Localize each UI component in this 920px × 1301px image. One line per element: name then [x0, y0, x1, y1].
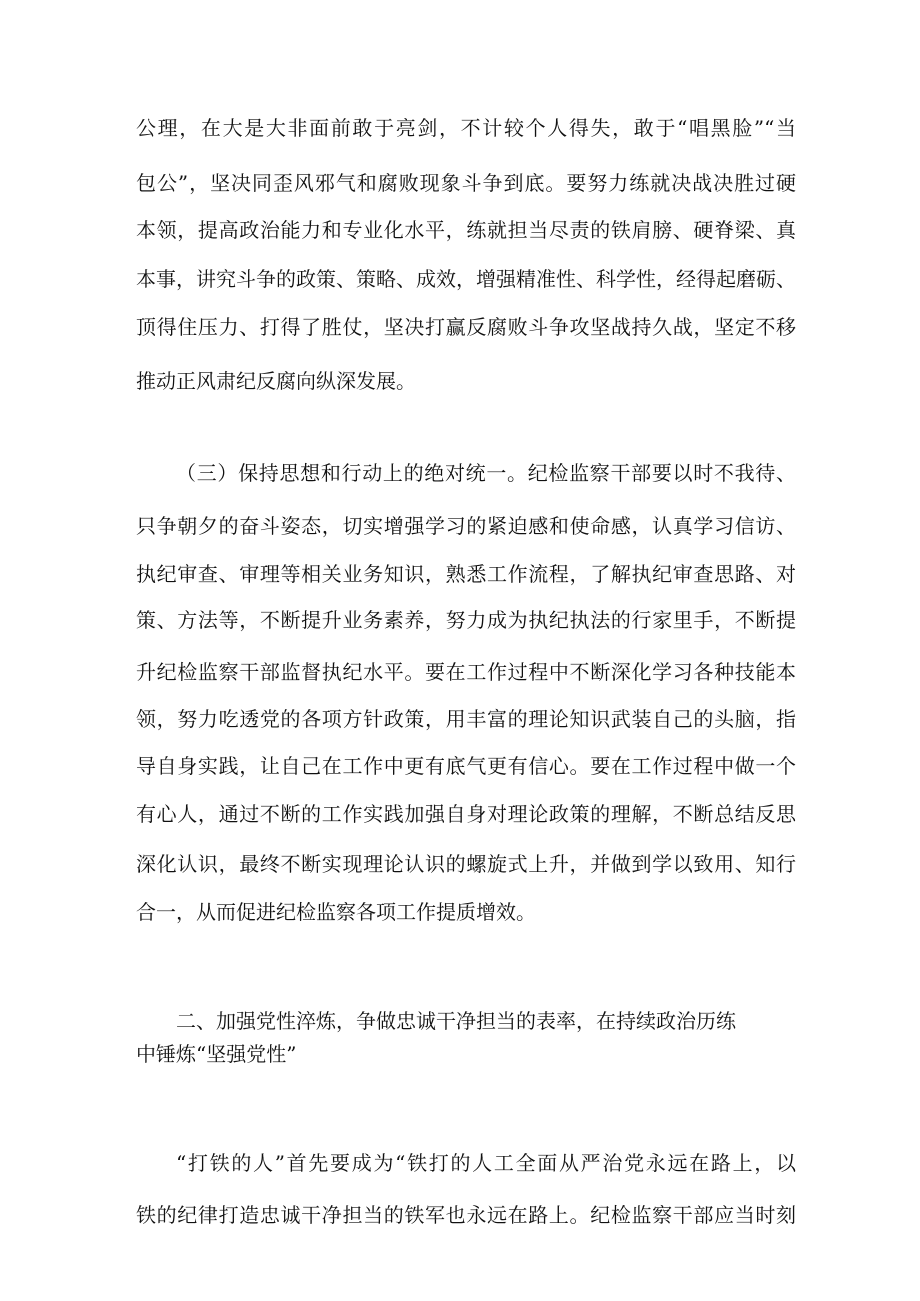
text-line: 顶得住压力、打得了胜仗，坚决打赢反腐败斗争攻坚战持久战，坚定不移: [136, 315, 796, 339]
text-line: 领，努力吃透党的各项方针政策，用丰富的理论知识武装自己的头脑，指: [136, 707, 796, 731]
text-line: “打铁的人”首先要成为“铁打的人工全面从严治党永远在路上，以: [176, 1151, 796, 1175]
text-line: 只争朝夕的奋斗姿态，切实增强学习的紧迫感和使命感，认真学习信访、: [136, 514, 796, 538]
text-line: 本事，讲究斗争的政策、策略、成效，增强精准性、科学性，经得起磨砺、: [136, 267, 796, 291]
text-line: 有心人，通过不断的工作实践加强自身对理论政策的理解，不断总结反思: [136, 802, 796, 826]
text-line: （三）保持思想和行动上的绝对统一。纪检监察干部要以时不我待、: [176, 461, 796, 485]
text-line: 推动正风肃纪反腐向纵深发展。: [136, 369, 416, 393]
text-line: 公理，在大是大非面前敢于亮剑，不计较个人得失，敢于“唱黑脸”“当: [136, 116, 796, 140]
text-line: 铁的纪律打造忠诚干净担当的铁军也永远在路上。纪检监察干部应当时刻: [136, 1203, 796, 1227]
text-line: 执纪审查、审理等相关业务知识，熟悉工作流程，了解执纪审查思路、对: [136, 562, 796, 586]
heading-line: 中锤炼“坚强党性”: [136, 1042, 297, 1066]
text-line: 本领，提高政治能力和专业化水平，练就担当尽责的铁肩膀、硬脊梁、真: [136, 218, 796, 242]
text-line: 升纪检监察干部监督执纪水平。要在工作过程中不断深化学习各种技能本: [136, 660, 796, 684]
text-line: 策、方法等，不断提升业务素养，努力成为执纪执法的行家里手，不断提: [136, 608, 796, 632]
text-line: 导自身实践，让自己在工作中更有底气更有信心。要在工作过程中做一个: [136, 754, 796, 778]
text-line: 包公”，坚决同歪风邪气和腐败现象斗争到底。要努力练就决战决胜过硬: [136, 171, 796, 195]
heading-line: 二、加强党性淬炼，争做忠诚干净担当的表率，在持续政治历练: [176, 1009, 736, 1033]
text-line: 合一，从而促进纪检监察各项工作提质增效。: [136, 900, 536, 924]
text-line: 深化认识，最终不断实现理论认识的螺旋式上升，并做到学以致用、知行: [136, 852, 796, 876]
